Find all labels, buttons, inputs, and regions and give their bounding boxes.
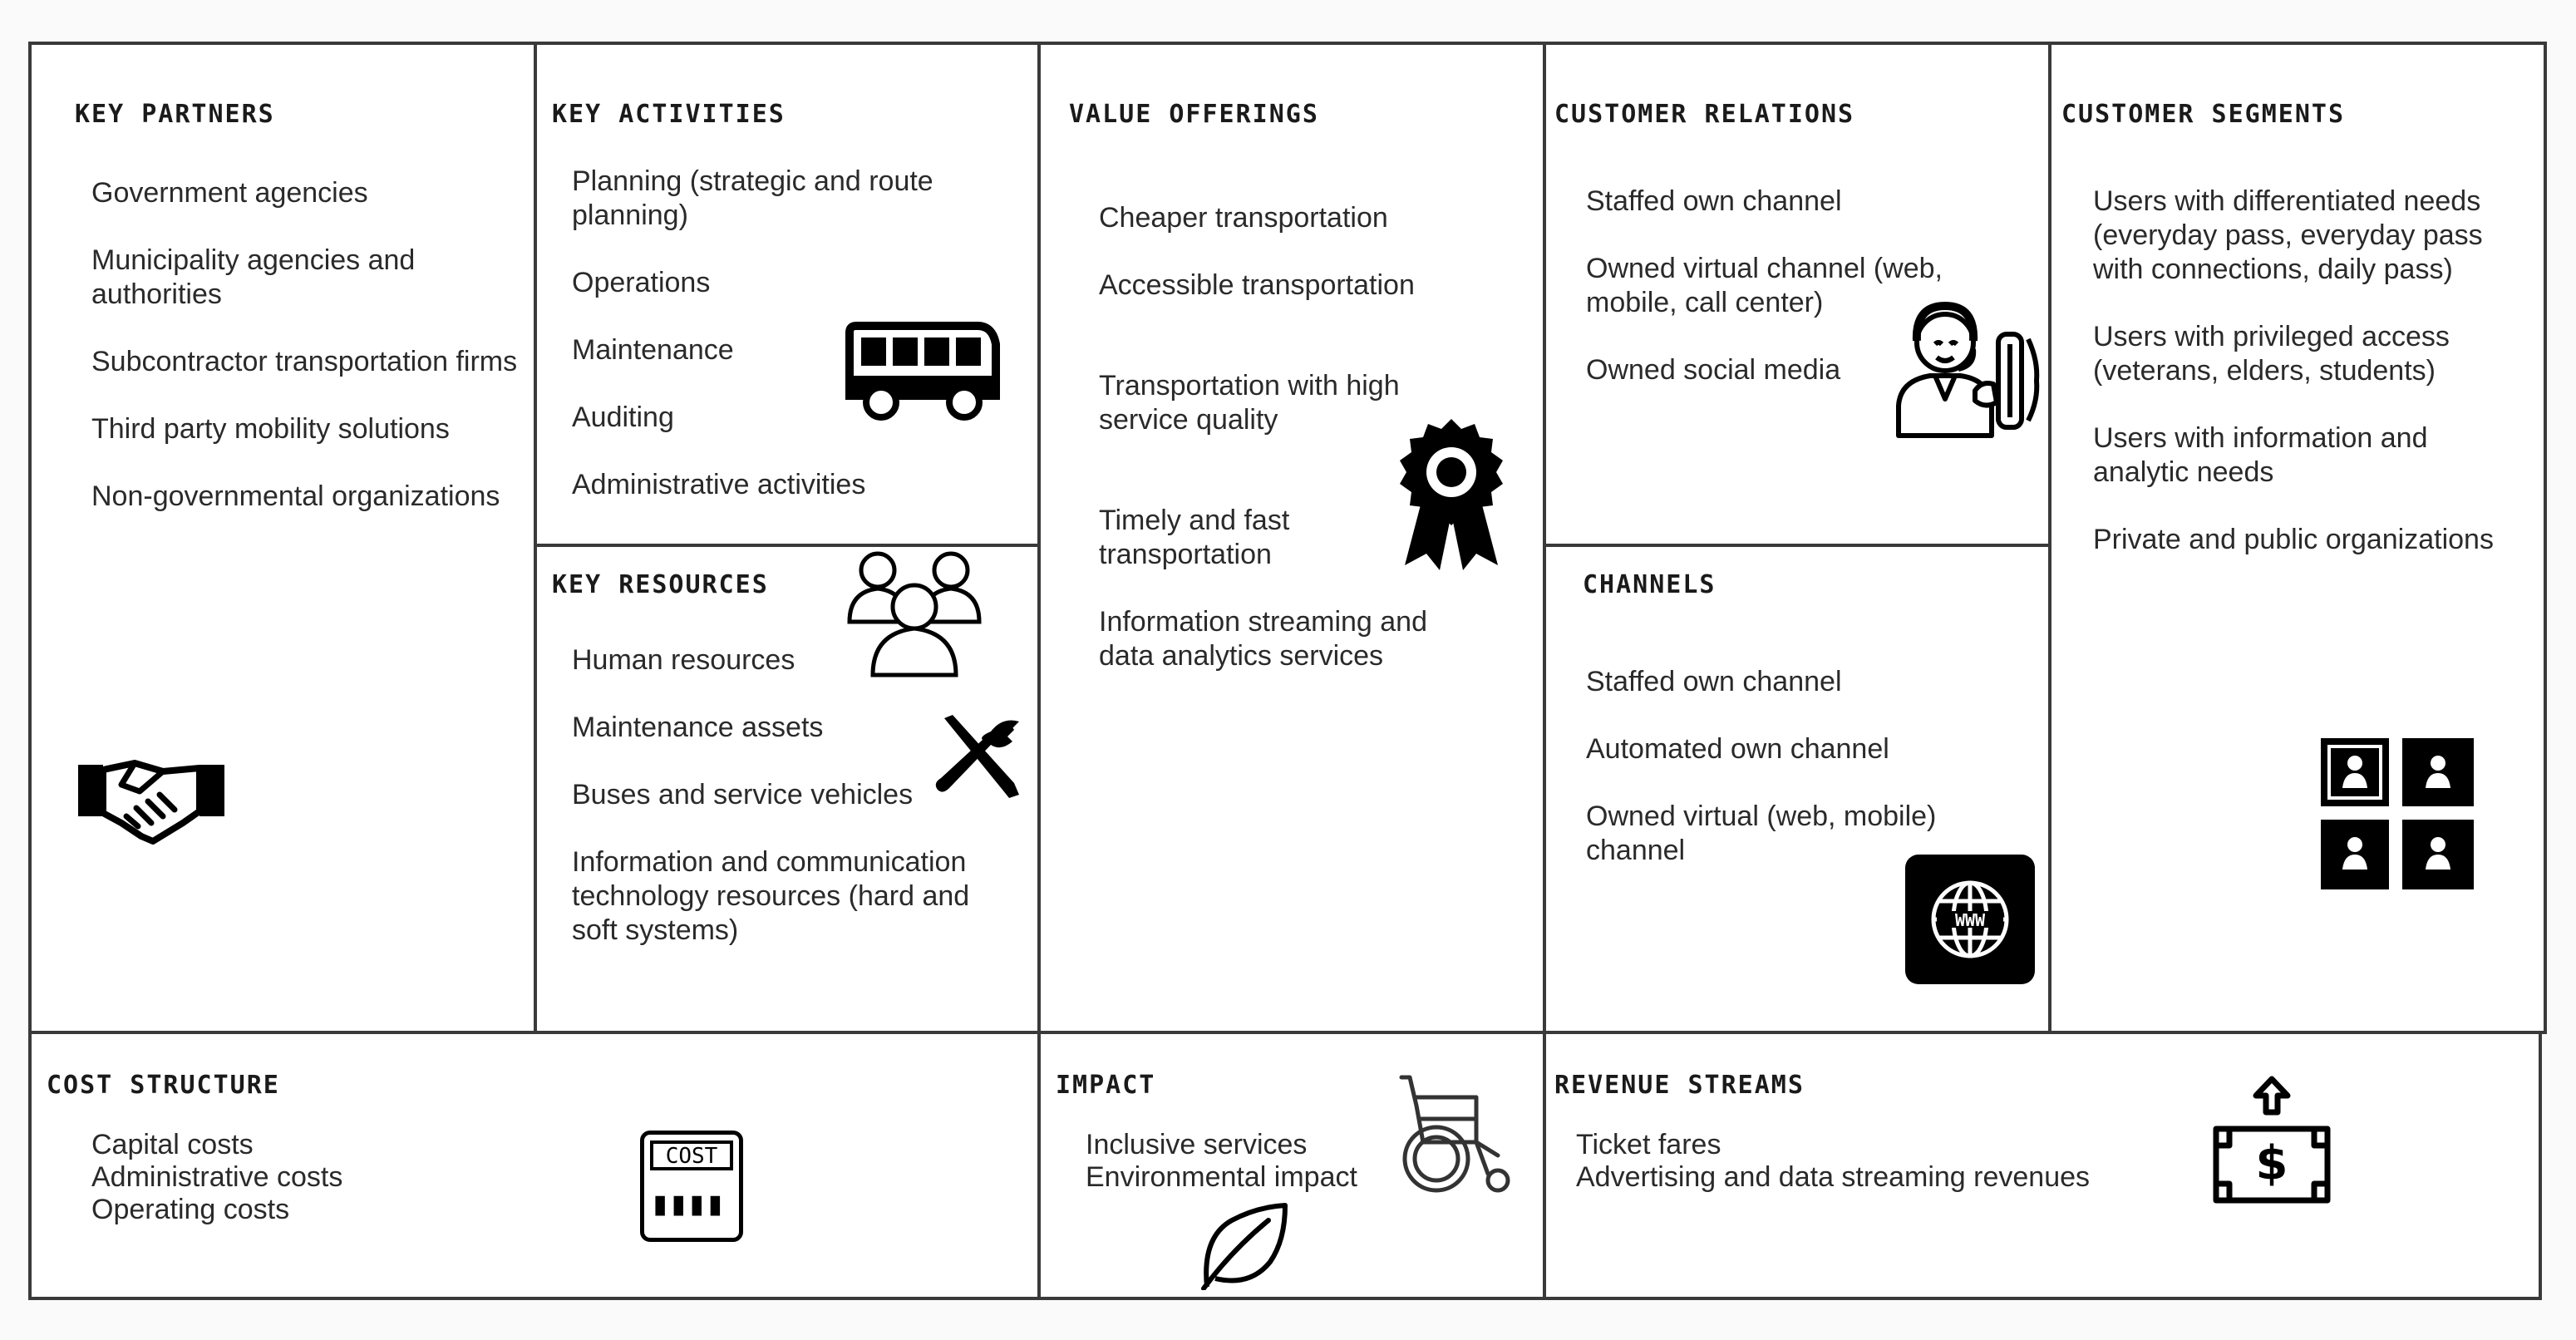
user-grid-icon (2316, 733, 2479, 894)
list-item: Users with information and analytic needs (2093, 422, 2428, 488)
key-resources-list (572, 643, 1012, 981)
list-item: Accessible transportation (1099, 269, 1415, 301)
customer-segments-list (2093, 185, 2500, 590)
dollar-sign: $ (2255, 1136, 2288, 1190)
list-item: Subcontractor transportation firms (91, 346, 518, 377)
wheelchair-icon (1390, 1072, 1515, 1197)
list-item: Transportation with high service quality (1099, 370, 1400, 436)
list-item: Capital costs (91, 1129, 254, 1160)
list-item: Staffed own channel (1586, 185, 1842, 217)
list-item: Operations (572, 267, 711, 298)
list-item: Timely and fast transportation (1099, 505, 1290, 570)
list-item: Cheaper transportation (1099, 202, 1388, 234)
list-item: Owned virtual (web, mobile) channel (1586, 801, 1937, 866)
cost-structure-list (91, 1129, 507, 1226)
list-item: Information streaming and data analytics services (1099, 606, 1427, 672)
list-item: Administrative activities (572, 469, 866, 500)
list-item: Private and public organizations (2093, 524, 2494, 555)
channels-title: CHANNELS (1583, 570, 1717, 599)
svg-text:WWW: WWW (1954, 910, 1986, 930)
list-item: Operating costs (91, 1194, 290, 1225)
list-item: Information and communication technology resources (hard and soft systems) (572, 846, 970, 946)
list-item: Maintenance (572, 334, 734, 366)
money-bill-upload-icon (2211, 1076, 2332, 1205)
customer-relations-section (1543, 42, 2051, 549)
list-item: Buses and service vehicles (572, 779, 914, 810)
key-resources-section (534, 544, 1041, 1034)
key-partners-list (91, 176, 524, 547)
impact-title: IMPACT (1056, 1071, 1156, 1100)
leaf-icon (1199, 1200, 1290, 1290)
list-item: Third party mobility solutions (91, 413, 450, 445)
value-offerings-title: VALUE OFFERINGS (1069, 100, 1319, 129)
tools-icon (933, 712, 1024, 803)
revenue-streams-section (1543, 1031, 2542, 1300)
list-item: Auditing (572, 402, 674, 433)
list-item: Ticket fares (1576, 1129, 1721, 1160)
cost-label: COST (650, 1140, 733, 1170)
list-item: Advertising and data streaming revenues (1576, 1161, 2091, 1193)
list-item: Administrative costs (91, 1161, 343, 1193)
key-activities-section (534, 42, 1041, 549)
list-item: Staffed own channel (1586, 666, 1842, 697)
value-offerings-section (1037, 42, 1546, 1034)
key-partners-title: KEY PARTNERS (75, 100, 275, 129)
value-offerings-list (1099, 201, 1431, 707)
revenue-streams-list (1576, 1129, 2158, 1194)
list-item: Owned social media (1586, 354, 1841, 386)
list-item: Human resources (572, 644, 795, 676)
list-item: Inclusive services (1086, 1129, 1308, 1160)
award-ribbon-icon (1393, 416, 1510, 570)
handshake-icon (76, 743, 226, 851)
impact-list (1086, 1129, 1418, 1194)
list-item: Environmental impact (1086, 1161, 1357, 1193)
globe-www-icon (1905, 855, 2035, 984)
list-item: Users with privileged access (veterans, elders, students) (2093, 321, 2450, 387)
list-item: Automated own channel (1586, 733, 1889, 765)
customer-relations-title: CUSTOMER RELATIONS (1554, 100, 1855, 129)
people-group-icon (846, 547, 983, 678)
key-partners-section (28, 42, 537, 1034)
customer-segments-section (2048, 42, 2547, 1034)
cost-structure-title: COST STRUCTURE (47, 1071, 280, 1100)
revenue-streams-title: REVENUE STREAMS (1554, 1071, 1805, 1100)
list-item: Municipality agencies and authorities (91, 244, 416, 310)
key-activities-title: KEY ACTIVITIES (552, 100, 786, 129)
customer-segments-title: CUSTOMER SEGMENTS (2061, 100, 2346, 129)
list-item: Maintenance assets (572, 712, 824, 743)
impact-section (1037, 1031, 1546, 1300)
cost-calculator-icon: COST ▮▮▮▮ (637, 1127, 745, 1244)
list-item: Owned virtual channel (web, mobile, call center) (1586, 253, 1943, 318)
list-item: Government agencies (91, 177, 368, 209)
key-resources-title: KEY RESOURCES (552, 570, 769, 599)
list-item: Non-governmental organizations (91, 480, 500, 512)
bus-icon (845, 319, 1001, 426)
channels-section (1543, 544, 2051, 1034)
list-item: Users with differentiated needs (everyday pass, everyday pass with connections, daily pass) (2093, 185, 2483, 285)
cost-structure-section (28, 1031, 1041, 1300)
call-center-agent-icon (1894, 294, 2045, 442)
list-item: Planning (strategic and route planning) (572, 165, 933, 231)
